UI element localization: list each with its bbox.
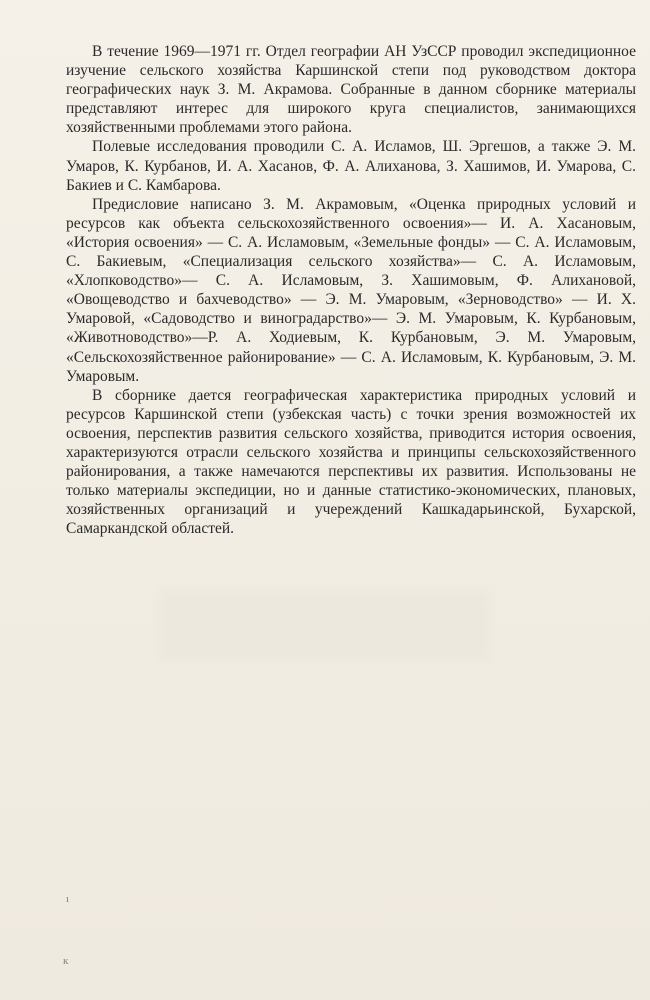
paragraph-4: В сборнике дается географическая характеристика природных условий и ресурсов Каршинской степи (узбекская часть) с точки зрения возможностей их освоения, перспектив развития сельского хозяйства, приводится история освоения, характеризуются отрасли сельского хозяйства и принципы сельскохозяйственного районирования, а также намечаются перспективы их развития. Использованы не только материалы экспедиции, но и данные статистико-экономических, плановых, хозяйственных организаций и учереждений Кашкадарьинской, Бухарской, Самаркандской областей. [66,386,636,538]
paragraph-2: Полевые исследования проводили С. А. Исламов, Ш. Эргешов, а также Э. М. Умаров, К. Курбанов, И. А. Хасанов, Ф. А. Алиханова, З. Хашимов, И. Умарова, С. Бакиев и С. Камбарова. [66,138,636,194]
paper-stain [160,590,490,660]
bottom-mark-2: к [63,955,69,967]
document-text [66,42,636,538]
bottom-mark-1: ı [66,893,70,905]
paragraph-1: В течение 1969—1971 гг. Отдел географии АН УзССР проводил экспедиционное изучение сельского хозяйства Каршинской степи под руководством доктора географических наук З. М. Акрамова. Собранные в данном сборнике материалы представляют интерес для широкого круга специалистов, занимающихся хозяйственными проблемами этого района. [66,43,636,137]
paragraph-3: Предисловие написано З. М. Акрамовым, «Оценка природных условий и ресурсов как объекта сельскохозяйственного освоения»— И. А. Хасановым, «История освоения» — С. А. Исламовым, «Земельные фонды» — С. А. Исламовым, С. Бакиевым, «Специализация сельского хозяйства»— С. А. Исламовым, «Хлопководство»— С. А. Исламовым, З. Хашимовым, Ф. Алихановой, «Овощеводство и бахчеводство» — Э. М. Умаровым, «Зерноводство» — И. Х. Умаровой, «Садоводство и виноградарство»— Э. М. Умаровым, К. Курбановым, «Животноводство»—Р. А. Ходиевым, К. Курбановым, Э. М. Умаровым, «Сельскохозяйственное районирование» — С. А. Исламовым, К. Курбановым, Э. М. Умаровым. [66,195,636,385]
